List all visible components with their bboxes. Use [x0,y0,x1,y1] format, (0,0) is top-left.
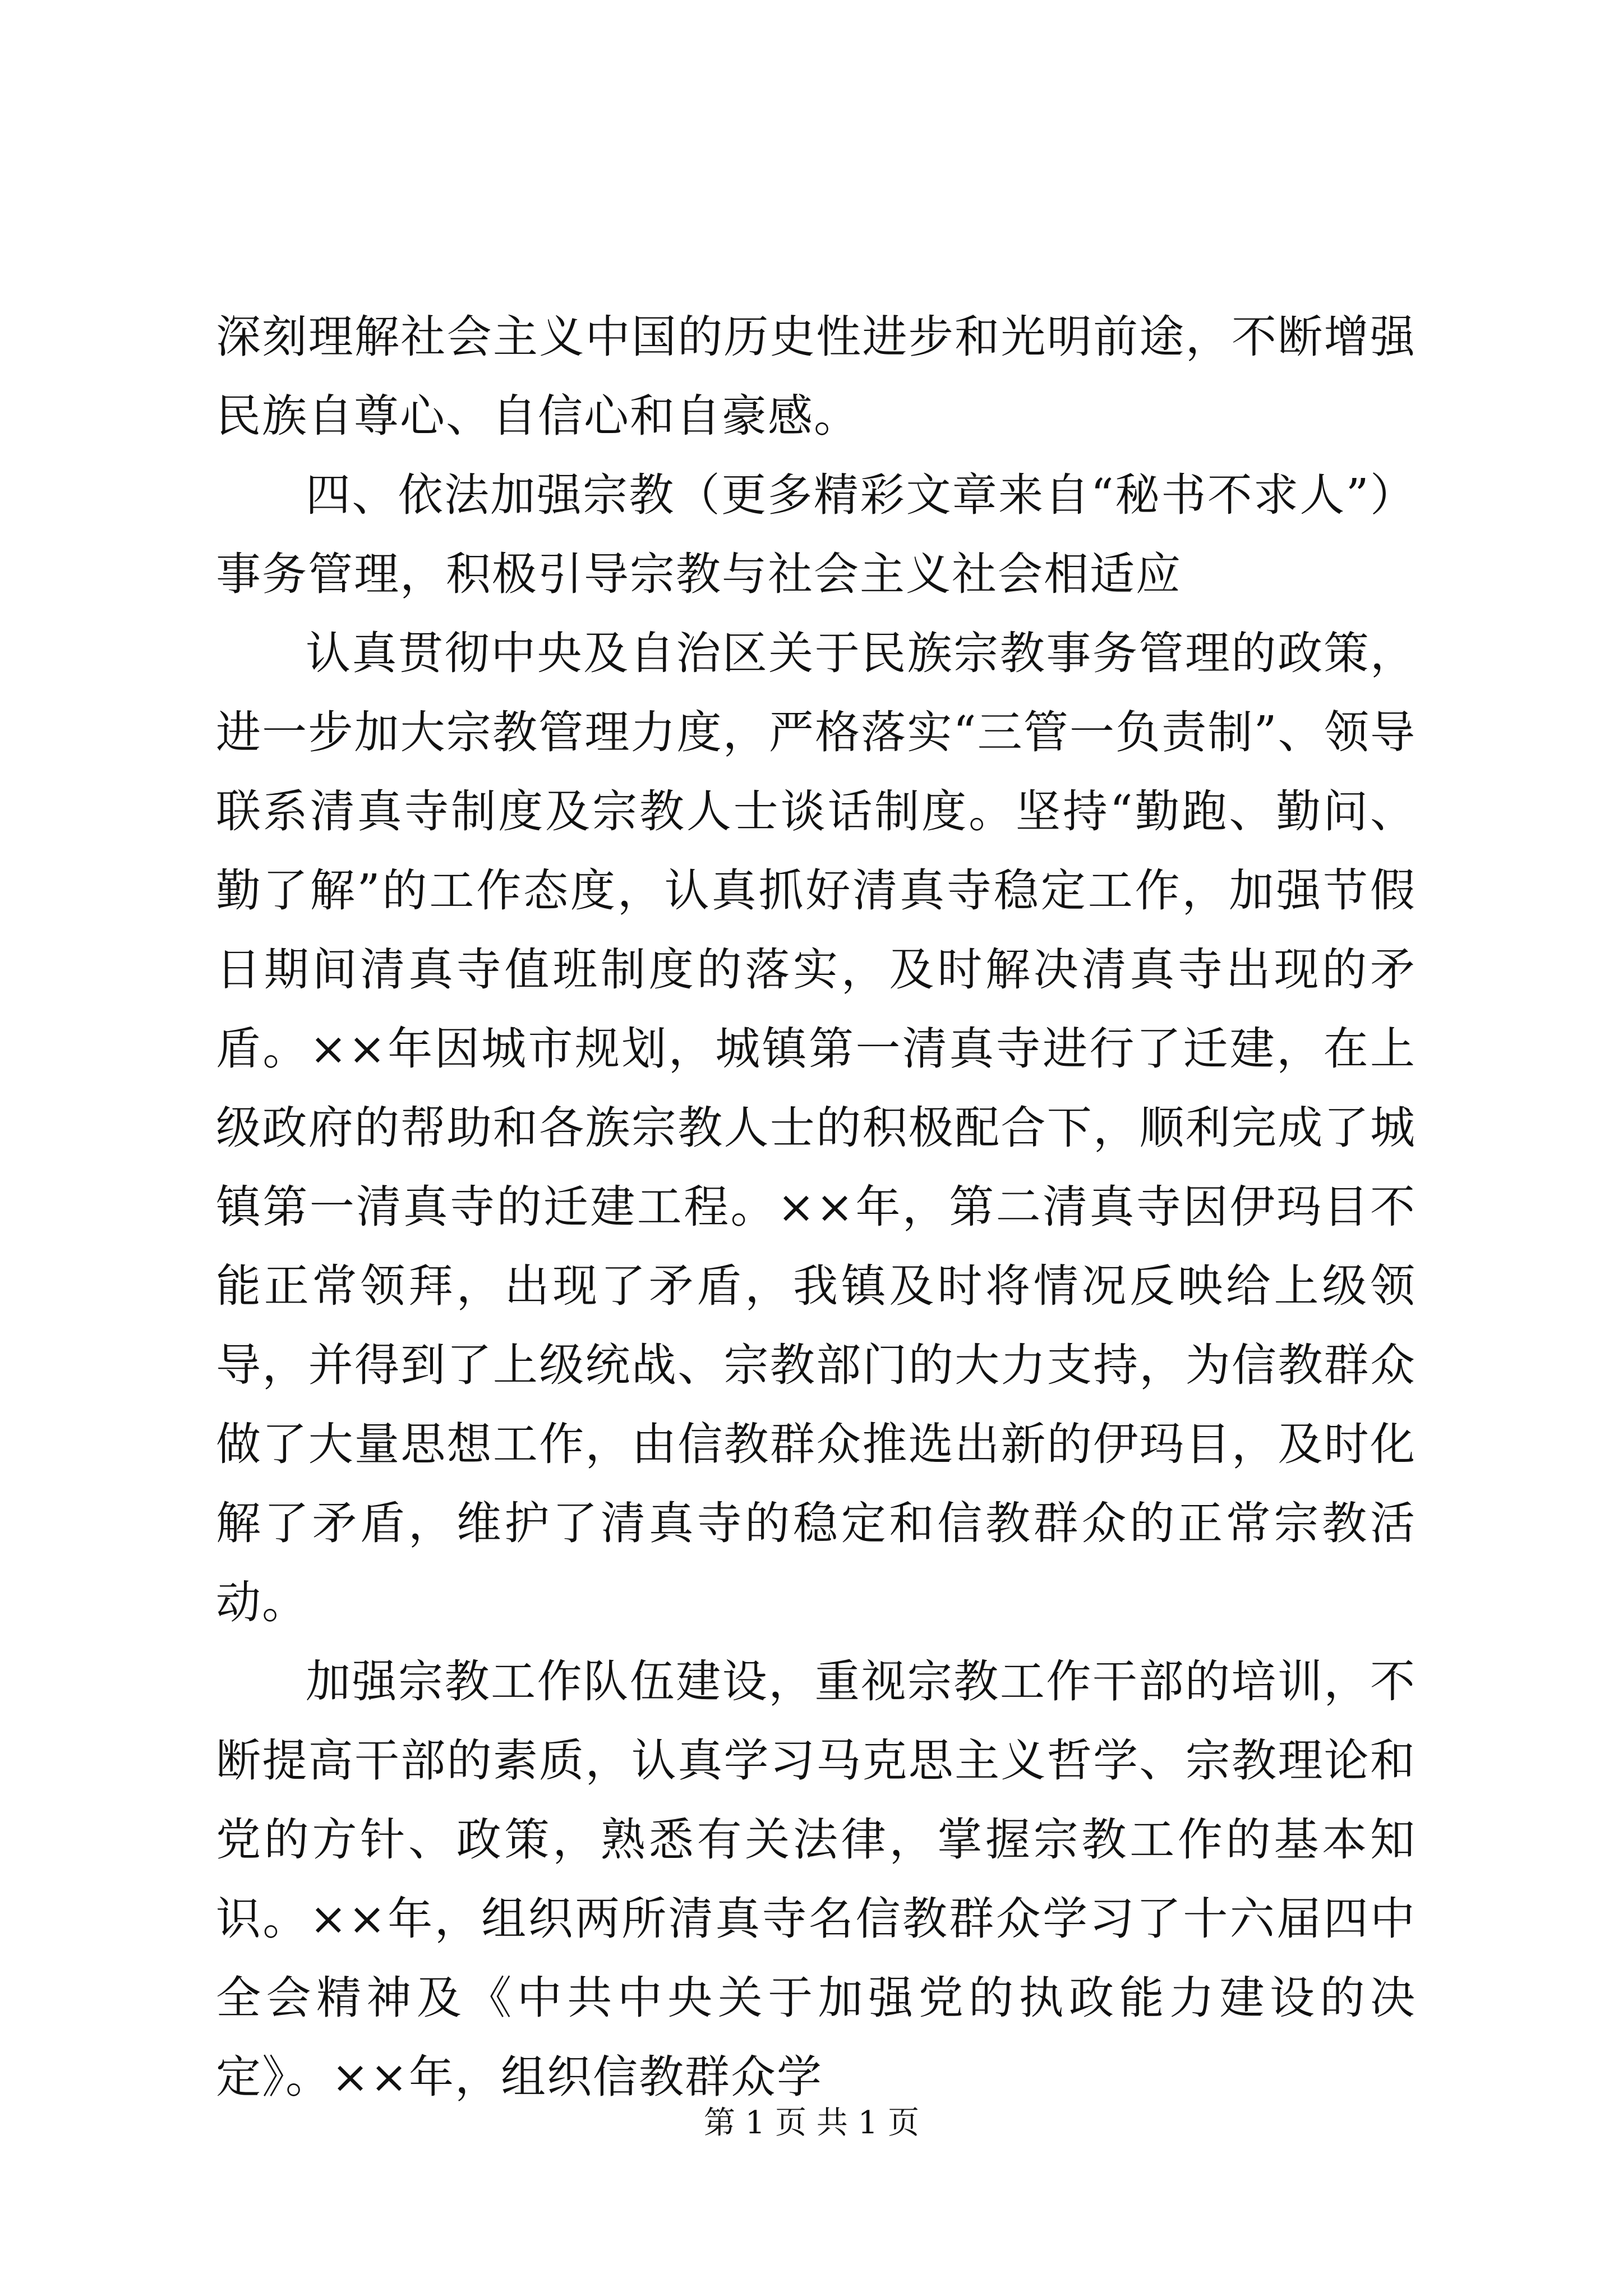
page-footer [0,2104,1623,2143]
document-body [216,297,1416,2116]
paragraph-4: 加强宗教工作队伍建设，重视宗教工作干部的培训，不断提高干部的素质，认真学习马克思主义哲学、宗教理论和党的方针、政策，熟悉有关法律，掌握宗教工作的基本知识。××年，组织两所清真寺名信教群众学习了十六届四中全会精神及《中共中央关于加强党的执政能力建设的决定》。××年，组织信教群众学 [216,1655,1416,2103]
section-heading-4: 四、依法加强宗教（更多精彩文章来自“秘书不求人”）事务管理，积极引导宗教与社会主义社会相适应 [216,469,1416,600]
page-number-label: 第 1 页 共 1 页 [703,2105,920,2141]
paragraph-3: 认真贯彻中央及自治区关于民族宗教事务管理的政策，进一步加大宗教管理力度，严格落实“三管一负责制”、领导联系清真寺制度及宗教人士谈话制度。坚持“勤跑、勤问、勤了解”的工作态度，认真抓好清真寺稳定工作，加强节假日期间清真寺值班制度的落实，及时解决清真寺出现的矛盾。××年因城市规划，城镇第一清真寺进行了迁建，在上级政府的帮助和各族宗教人士的积极配合下，顺利完成了城镇第一清真寺的迁建工程。××年，第二清真寺因伊玛目不能正常领拜，出现了矛盾，我镇及时将情况反映给上级领导，并得到了上级统战、宗教部门的大力支持，为信教群众做了大量思想工作，由信教群众推选出新的伊玛目，及时化解了矛盾，维护了清真寺的稳定和信教群众的正常宗教活动。 [216,627,1416,1628]
paragraph-1: 深刻理解社会主义中国的历史性进步和光明前途，不断增强民族自尊心、自信心和自豪感。 [216,311,1416,442]
